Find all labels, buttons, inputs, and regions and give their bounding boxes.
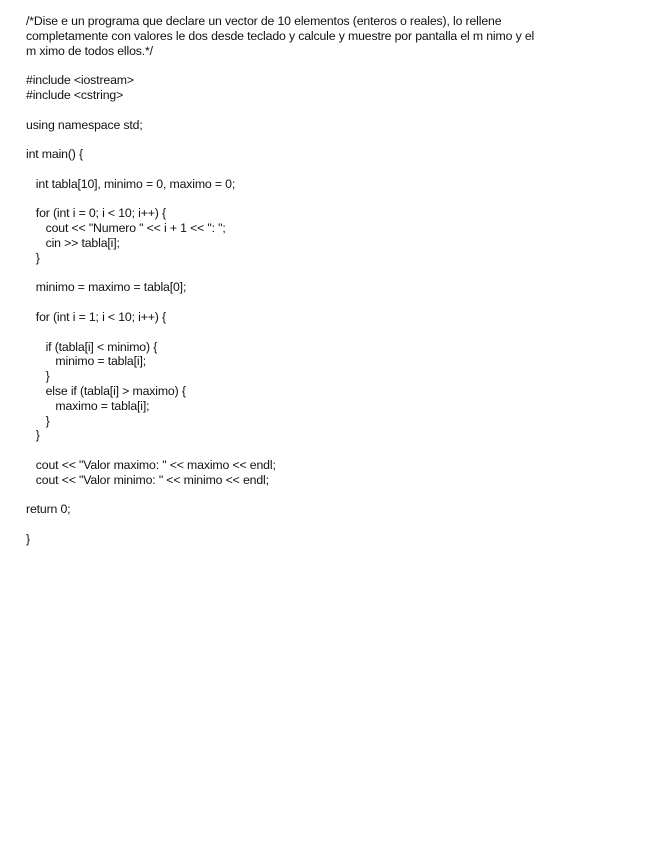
comment-line: completamente con valores le dos desde teclado y calcule y muestre por pantalla el m nimo y el [26,28,535,43]
loop2-body-line: } [26,369,50,384]
loop2-body-line: } [26,428,40,443]
blank-line [26,325,626,340]
blank-line [26,58,626,73]
main-open-line: int main() { [26,147,83,162]
blank-line [26,488,626,503]
blank-line [26,192,626,207]
blank-line [26,517,626,532]
loop1-line: cout << "Numero " << i + 1 << ": "; [26,221,226,236]
init-line: minimo = maximo = tabla[0]; [26,280,187,295]
loop2-header-line: for (int i = 1; i < 10; i++) { [26,309,166,324]
loop2-body-line: if (tabla[i] < minimo) { [26,339,158,354]
blank-line [26,162,626,177]
comment-line: /*Dise e un programa que declare un vector de 10 elementos (enteros o reales), lo rellene [26,14,502,28]
comment-line: m ximo de todos ellos.*/ [26,43,153,58]
loop2-body-line: else if (tabla[i] > maximo) { [26,383,186,398]
include-line: #include <iostream> [26,73,134,88]
code-text [26,14,626,547]
loop2-body-line: } [26,413,50,428]
loop1-line: for (int i = 0; i < 10; i++) { [26,206,166,221]
declaration-line: int tabla[10], minimo = 0, maximo = 0; [26,176,236,191]
blank-line [26,443,626,458]
output-line: cout << "Valor minimo: " << minimo << endl; [26,472,269,487]
blank-line [26,103,626,118]
loop2-body-line: maximo = tabla[i]; [26,398,150,413]
blank-line [26,295,626,310]
using-line: using namespace std; [26,117,143,132]
main-close-line: } [26,531,30,546]
loop1-line: } [26,250,40,265]
include-line: #include <cstring> [26,87,124,102]
output-line: cout << "Valor maximo: " << maximo << endl; [26,457,276,472]
return-line: return 0; [26,502,71,517]
blank-line [26,132,626,147]
blank-line [26,266,626,281]
loop1-line: cin >> tabla[i]; [26,235,120,250]
loop2-body-line: minimo = tabla[i]; [26,354,146,369]
